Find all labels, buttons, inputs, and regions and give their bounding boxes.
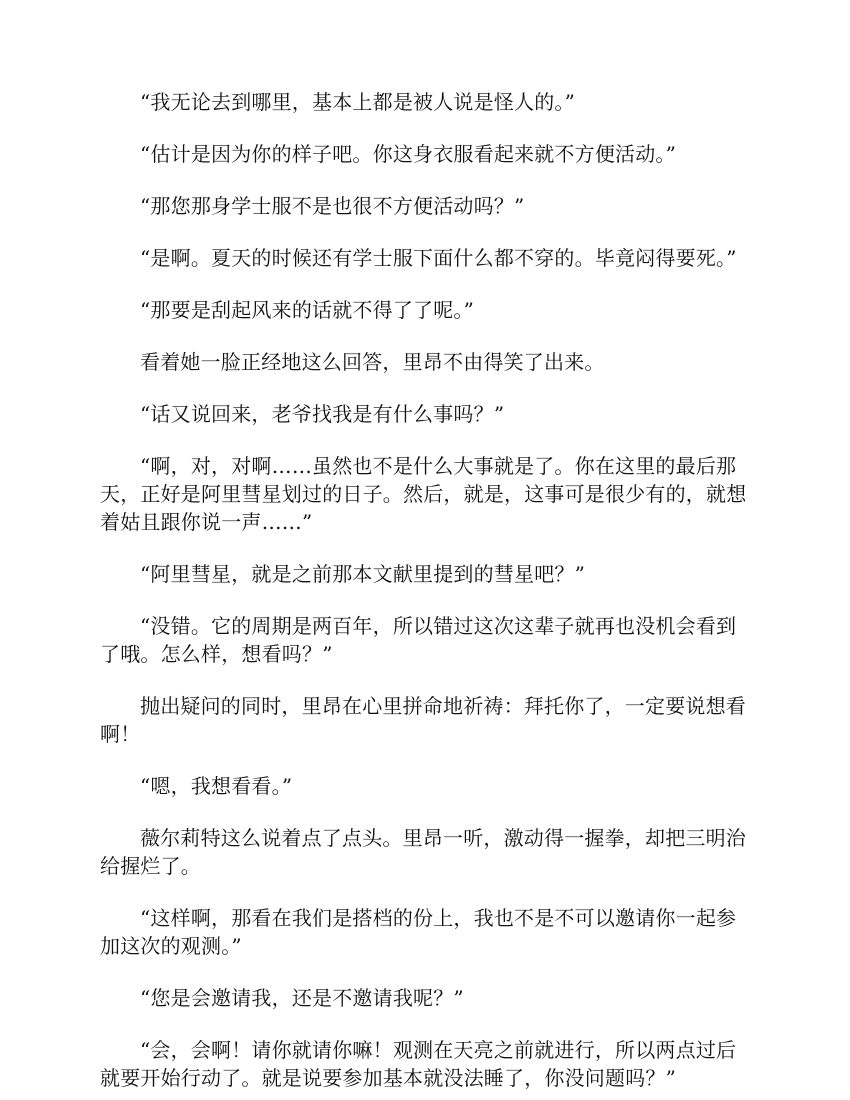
paragraph: “您是会邀请我，还是不邀请我呢？” <box>140 986 464 1010</box>
paragraph: 薇尔莉特这么说着点了点头。里昂一听，激动得一握拳，却把三明治给握烂了。 <box>100 826 746 878</box>
paragraph: “没错。它的周期是两百年，所以错过这次这辈子就再也没机会看到了哦。怎么样，想看吗？” <box>100 614 737 666</box>
paragraph: “那您那身学士服不是也很不方便活动吗？” <box>140 194 525 218</box>
paragraph: 抛出疑问的同时，里昂在心里拼命地祈祷：拜托你了，一定要说想看啊！ <box>100 694 746 746</box>
paragraph: “嗯，我想看看。” <box>140 774 293 798</box>
paragraph: “那要是刮起风来的话就不得了了呢。” <box>140 298 475 322</box>
paragraph: 看着她一脸正经地这么回答，里昂不由得笑了出来。 <box>140 350 605 374</box>
paragraph: “阿里彗星，就是之前那本文献里提到的彗星吧？” <box>140 562 586 586</box>
paragraph: “会，会啊！请你就请你嘛！观测在天亮之前就进行，所以两点过后就要开始行动了。就是说要参加基本就没法睡了，你没问题吗？” <box>100 1038 737 1090</box>
paragraph: “啊，对，对啊……虽然也不是什么大事就是了。你在这里的最后那天，正好是阿里彗星划过的日子。然后，就是，这事可是很少有的，就想着姑且跟你说一声……” <box>100 454 747 534</box>
paragraph: “话又说回来，老爷找我是有什么事吗？” <box>140 402 505 426</box>
paragraph: “我无论去到哪里，基本上都是被人说是怪人的。” <box>140 90 576 114</box>
paragraph: “是啊。夏天的时候还有学士服下面什么都不穿的。毕竟闷得要死。” <box>140 246 737 270</box>
paragraph: “这样啊，那看在我们是搭档的份上，我也不是不可以邀请你一起参加这次的观测。” <box>100 906 737 958</box>
paragraph: “估计是因为你的样子吧。你这身衣服看起来就不方便活动。” <box>140 142 677 166</box>
